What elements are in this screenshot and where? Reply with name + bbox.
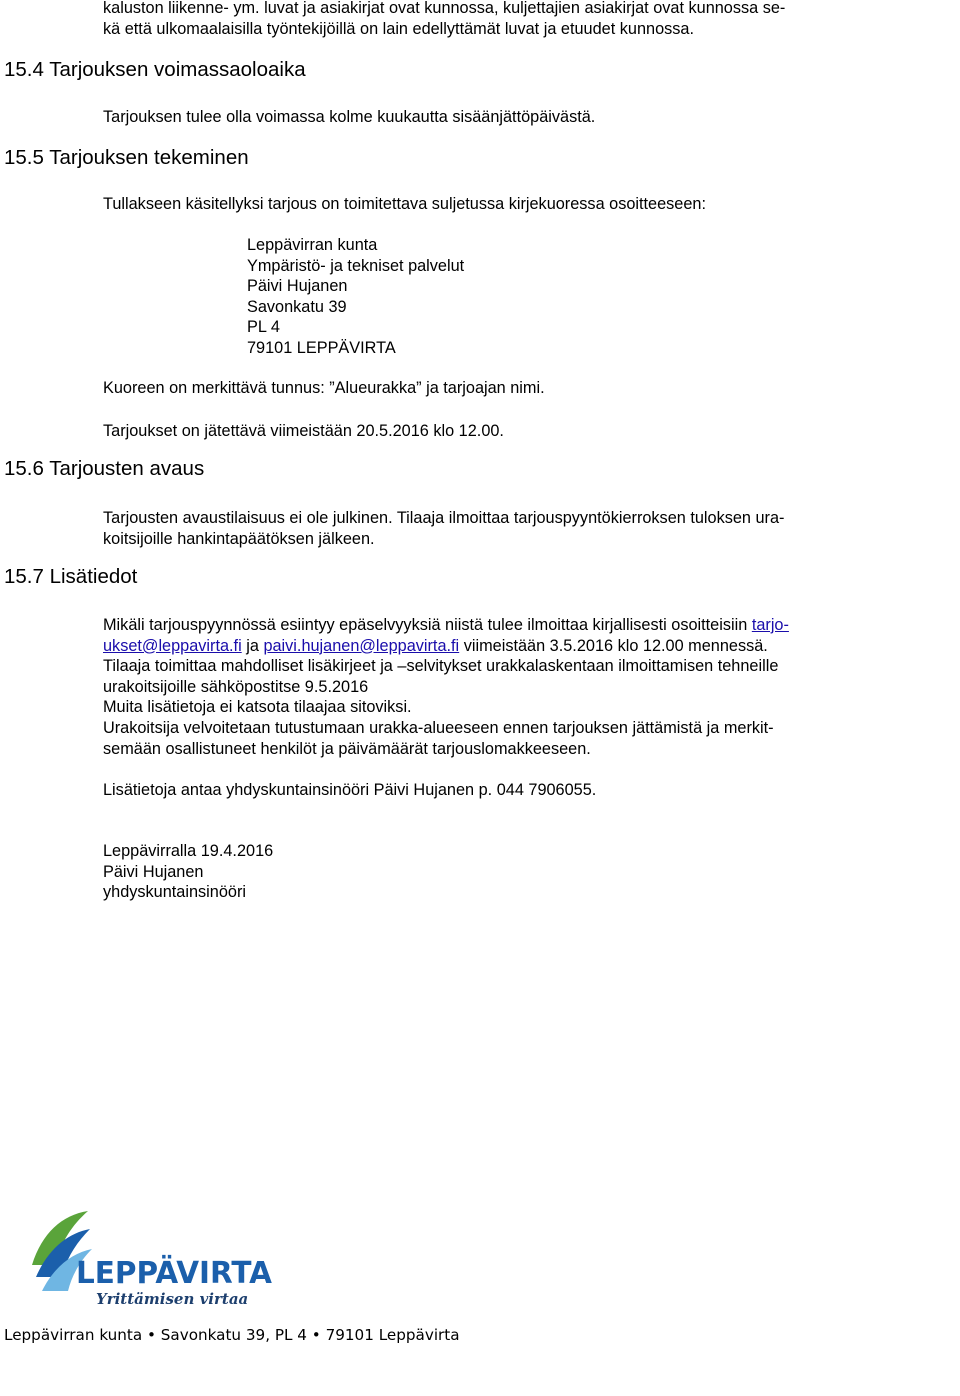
logo-wordmark: LEPPÄVIRTA	[76, 1256, 276, 1291]
text-line: kä että ulkomaalaisilla työntekijöillä on lain edellyttämät luvat ja etuudet kunnossa.	[103, 19, 694, 38]
section-heading-15-4: 15.4 Tarjouksen voimassaoloaika	[4, 58, 306, 81]
text-line: Urakoitsija velvoitetaan tutustumaan urakka-alueeseen ennen tarjouksen jättämistä ja merkit-	[103, 718, 774, 737]
email-link-tarjoukset-cont[interactable]: ukset@leppavirta.fi	[103, 636, 242, 655]
continuation-paragraph	[103, 0, 863, 39]
section-heading-15-6: 15.6 Tarjousten avaus	[4, 457, 205, 480]
address-line: Ympäristö- ja tekniset palvelut	[247, 256, 465, 275]
address-line: 79101 LEPPÄVIRTA	[247, 338, 396, 357]
email-link-paivi[interactable]: paivi.hujanen@leppavirta.fi	[263, 636, 460, 655]
questions-text: Mikäli tarjouspyynnössä esiintyy epäselvyyksiä niistä tulee ilmoittaa kirjallisesti osoitteisiin	[103, 616, 752, 634]
submission-deadline: Tarjoukset on jätettävä viimeistään 20.5.2016 klo 12.00.	[103, 422, 504, 440]
email-link-tarjoukset[interactable]: tarjo-	[751, 616, 789, 634]
validity-text: Tarjouksen tulee olla voimassa kolme kuukautta sisäänjättöpäivästä.	[103, 108, 596, 126]
signature-place-date: Leppävirralla 19.4.2016	[103, 842, 274, 860]
address-line: Leppävirran kunta	[247, 236, 378, 254]
questions-deadline: viimeistään 3.5.2016 klo 12.00 mennessä.	[459, 636, 768, 655]
page-footer: Leppävirran kunta • Savonkatu 39, PL 4 • 79101 Leppävirta	[4, 1326, 460, 1344]
mailing-address	[247, 235, 464, 359]
contact-info: Lisätietoja antaa yhdyskuntainsinööri Päivi Hujanen p. 044 7906055.	[103, 781, 597, 799]
signature-title: yhdyskuntainsinööri	[103, 883, 246, 902]
additional-info-paragraph	[103, 615, 863, 759]
section-heading-15-7: 15.7 Lisätiedot	[4, 565, 138, 588]
text-line: urakoitsijoille sähköpostitse 9.5.2016	[103, 677, 369, 696]
opening-paragraph	[103, 508, 863, 549]
text-line: kaluston liikenne- ym. luvat ja asiakirjat ovat kunnossa, kuljettajien asiakirjat ovat kunnossa se-	[103, 0, 786, 17]
section-heading-15-5: 15.5 Tarjouksen tekeminen	[4, 146, 249, 169]
text-line	[103, 636, 863, 657]
submission-intro: Tullakseen käsitellyksi tarjous on toimitettava suljetussa kirjekuoressa osoitteeseen:	[103, 195, 706, 213]
text-line: Tilaaja toimittaa mahdolliset lisäkirjeet ja –selvitykset urakkalaskentaan ilmoittamisen tehneille	[103, 657, 779, 676]
logo-tagline: Yrittämisen virtaa	[96, 1290, 249, 1308]
text-line: Tarjousten avaustilaisuus ei ole julkinen. Tilaaja ilmoittaa tarjouspyyntökierroksen tuloksen ura-	[103, 509, 785, 527]
address-line: Päivi Hujanen	[247, 277, 348, 296]
questions-text: ja	[241, 636, 264, 655]
address-line: Savonkatu 39	[247, 297, 347, 316]
address-line: PL 4	[247, 318, 280, 337]
logo-wave-icon	[28, 1205, 278, 1310]
envelope-marking: Kuoreen on merkittävä tunnus: ”Alueurakka” ja tarjoajan nimi.	[103, 379, 545, 397]
leppavirta-logo	[28, 1205, 278, 1310]
signature-block	[103, 841, 863, 903]
signature-name: Päivi Hujanen	[103, 862, 204, 881]
text-line	[103, 615, 863, 636]
text-line: semään osallistuneet henkilöt ja päivämäärät tarjouslomakkeeseen.	[103, 739, 591, 758]
text-line: Muita lisätietoja ei katsota tilaajaa sitoviksi.	[103, 698, 412, 717]
text-line: koitsijoille hankintapäätöksen jälkeen.	[103, 529, 375, 548]
